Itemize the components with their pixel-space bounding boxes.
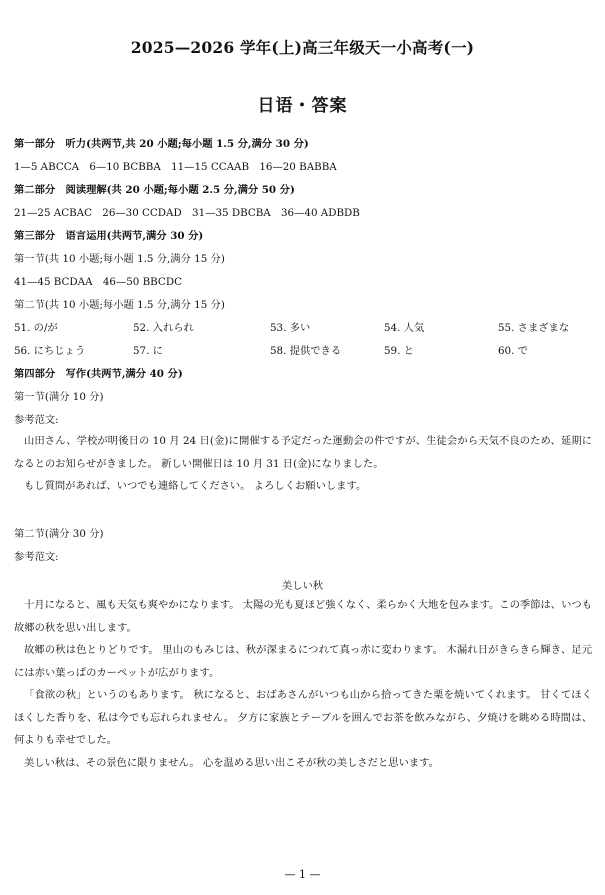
essay-title: 美しい秋 — [281, 580, 324, 592]
part4-section1-essay — [14, 430, 592, 498]
essay-paragraph: 「食欲の秋」というのもあります。 秋になると、おばあさんがいつも山から拾ってきた栗を焼いてくれます。 甘くてほくほくした香りを、私は今でも忘れられません。 夕方に家族とテーブルを囲んでお茶を飲みながら、夕焼けを眺める時間は、何よりも幸せでした。 — [14, 689, 592, 746]
part3-section1-heading: 第一节(共 10 小题;每小题 1.5 分,满分 15 分) — [14, 253, 225, 265]
part3-section1-answers: 41—45 BCDAA 46—50 BBCDC — [14, 276, 182, 288]
page-number: — 1 — — [284, 868, 321, 881]
answer-item: 52. 入れられ — [133, 322, 194, 334]
essay-paragraph: 十月になると、風も天気も爽やかになります。 太陽の光も夏ほど強くなく、柔らかく大地を包みます。この季節は、いつも故郷の秋を思い出します。 — [14, 599, 592, 634]
essay-paragraph: 山田さん、学校が明後日の 10 月 24 日(金)に開催する予定だった運動会の件ですが、生徒会から天気不良のため、延期になるとのお知らせがきました。 新しい開催日は 10 月 31 日(金)になりました。 — [14, 435, 592, 470]
answer-item: 60. で — [498, 345, 528, 357]
essay-paragraph: 美しい秋は、その景色に限りません。 心を温める思い出こそが秋の美しさだと思います。 — [24, 756, 439, 769]
part4-section1-ref-label: 参考范文: — [14, 414, 59, 426]
part1-heading: 第一部分 听力(共两节,共 20 小题;每小题 1.5 分,满分 30 分) — [14, 138, 309, 150]
part1-answers: 1—5 ABCCA 6—10 BCBBA 11—15 CCAAB 16—20 BABBA — [14, 161, 337, 173]
answer-item: 55. さまざまな — [498, 322, 570, 334]
part4-section1-heading: 第一节(满分 10 分) — [14, 391, 104, 403]
part3-heading: 第三部分 语言运用(共两节,满分 30 分) — [14, 230, 204, 242]
answer-item: 54. 人気 — [384, 322, 425, 334]
part4-section2-ref-label: 参考范文: — [14, 551, 59, 563]
essay-paragraph: 故郷の秋は色とりどりです。 里山のもみじは、秋が深まるにつれて真っ赤に変わります。 木漏れ日がきらきら輝き、足元には赤い葉っぱのカーペットが広がります。 — [14, 644, 592, 679]
exam-subtitle: 日语・答案 — [257, 96, 348, 116]
answer-item: 53. 多い — [270, 322, 311, 334]
answer-item: 59. と — [384, 345, 414, 357]
part4-section2-essay — [14, 594, 592, 774]
answer-item: 58. 提供できる — [270, 345, 342, 357]
part2-heading: 第二部分 阅读理解(共 20 小题;每小题 2.5 分,满分 50 分) — [14, 184, 295, 196]
part4-heading: 第四部分 写作(共两节,满分 40 分) — [14, 368, 183, 380]
exam-title: 2025—2026 学年(上)高三年级天一小高考(一) — [130, 38, 475, 57]
answer-item: 57. に — [133, 345, 163, 357]
answer-item: 51. の/が — [14, 322, 58, 334]
part3-section2-heading: 第二节(共 10 小题;每小题 1.5 分,满分 15 分) — [14, 299, 225, 311]
part4-section2-heading: 第二节(满分 30 分) — [14, 528, 104, 540]
part2-answers: 21—25 ACBAC 26—30 CCDAD 31—35 DBCBA 36—40 ADBDB — [14, 207, 360, 219]
essay-paragraph: もし質問があれば、いつでも連絡してください。 よろしくお願いします。 — [24, 480, 367, 492]
answer-item: 56. にちじょう — [14, 345, 86, 357]
